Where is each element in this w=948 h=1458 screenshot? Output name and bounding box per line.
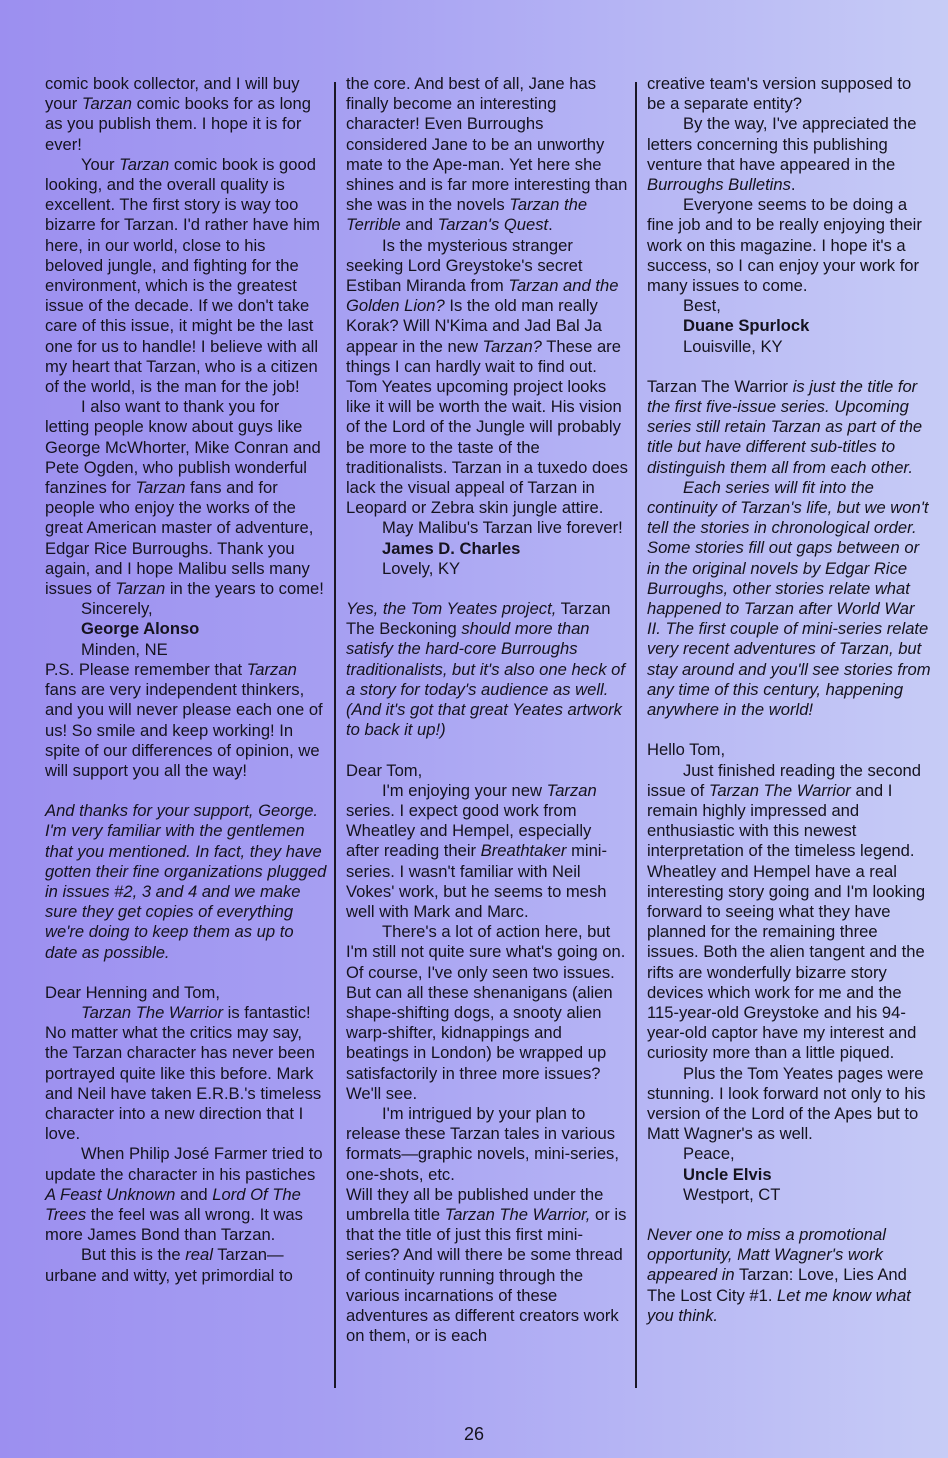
paragraph: Just finished reading the second issue of Tarzan The Warrior and I remain highly impressed and enthusiastic with this newest interpretation of the timeless legend. Wheatley and Hempel have a real interesting story going and I'm looking forward to seeing what they have planned for the remaining three issues. Both the alien tangent and the rifts are wonderfully bizarre story devices which work for me and the 115-year-old Greystoke and his 94-year-old captor have my interest and curiosity more than a little piqued.	[647, 760, 926, 1063]
paragraph: There's a lot of action here, but I'm still not quite sure what's going on. Of course, I've only seen two issues. But can all these shenanigans (alien shape-shifting dogs, a snooty alien warp-shifter, kidnappings and beatings in London) be wrapped up satisfactorily in three more issues? We'll see.	[346, 922, 626, 1103]
paragraph: I also want to thank you for letting people know about guys like George McWhorter, Mike Conran and Pete Ogden, who publish wonderful fanzines for Tarzan fans and for people who enjoy the works of the great American master of adventure, Edgar Rice Burroughs. Thank you again, and I hope Malibu sells many issues of Tarzan in the years to come!	[45, 397, 324, 599]
column-divider	[334, 82, 336, 1388]
letter-signature: Louisville, KY	[683, 336, 783, 356]
column-divider	[635, 82, 637, 1388]
paragraph: By the way, I've appreciated the letters concerning this publishing venture that have appeared in the Burroughs Bulletins.	[647, 114, 917, 195]
paragraph: Tarzan The Warrior is fantastic! No matter what the critics may say, the Tarzan character has never been portrayed quite like this before. Mark and Neil have taken E.R.B.'s timeless character into a new direction that I love.	[45, 1002, 322, 1144]
paragraph: And thanks for your support, George. I'm very familiar with the gentlemen that you mentioned. In fact, they have gotten their fine organizations plugged in issues #2, 3 and 4 and we make sure they get copies of everything we're doing to keep them as up to date as possible.	[45, 801, 327, 962]
paragraph-gap	[647, 1205, 932, 1225]
column-left	[45, 74, 327, 1286]
letter-signature: George Alonso	[81, 619, 200, 639]
paragraph: Never one to miss a promotional opportunity, Matt Wagner's work appeared in Tarzan: Love, Lies And The Lost City #1. Let me know what you think.	[647, 1224, 911, 1325]
paragraph: Dear Tom,	[346, 760, 423, 780]
paragraph: I'm enjoying your new Tarzan series. I expect good work from Wheatley and Hempel, especially after reading their Breathtaker mini-series. I wasn't familiar with Neil Vokes' work, but he seems to mesh well with Mark and Marc.	[346, 780, 608, 921]
letter-signature: Uncle Elvis	[683, 1164, 772, 1184]
column-right	[647, 74, 932, 1326]
paragraph: Is the mysterious stranger seeking Lord Greystoke's secret Estiban Miranda from Tarzan and the Golden Lion? Is the old man really Korak? Will N'Kima and Jad Bal Ja appear in the new Tarzan? These are things I can hardly wait to find out. Tom Yeates upcoming project looks like it will be worth the wait. His vision of the Lord of the Jungle will probably be more to the taste of the traditionalists. Tarzan in a tuxedo does lack the visual appeal of Tarzan in Leopard or Zebra skin jungle attire.	[346, 235, 628, 518]
paragraph-gap	[346, 741, 629, 761]
paragraph: Dear Henning and Tom,	[45, 982, 220, 1002]
paragraph: Hello Tom,	[647, 740, 726, 760]
paragraph: When Philip José Farmer tried to update the character in his pastiches A Feast Unknown and Lord Of The Trees the feel was all wrong. It was more James Bond than Tarzan.	[45, 1144, 323, 1245]
paragraph: I'm intrigued by your plan to release these Tarzan tales in various formats—graphic novels, mini-series, one-shots, etc.	[346, 1103, 619, 1184]
paragraph: Yes, the Tom Yeates project, Tarzan The Beckoning should more than satisfy the hard-core Burroughs traditionalists, but it's also one heck of a story for today's audience as well. (And it's got that great Yeates artwork to back it up!)	[346, 599, 625, 740]
column-middle	[346, 74, 629, 1346]
letter-signature: Peace,	[683, 1144, 735, 1164]
paragraph: creative team's version supposed to be a separate entity?	[647, 74, 912, 114]
letter-signature: Best,	[683, 296, 721, 316]
paragraph: May Malibu's Tarzan live forever!	[382, 518, 623, 538]
paragraph: Everyone seems to be doing a fine job and to be really enjoying their work on this magazine. I hope it's a success, so I can enjoy your work for many issues to come.	[647, 195, 922, 296]
letter-signature: Westport, CT	[683, 1184, 781, 1204]
paragraph: comic book collector, and I will buy your Tarzan comic books for as long as you publish them. I hope it is for ever!	[45, 74, 311, 154]
paragraph: Each series will fit into the continuity of Tarzan's life, but we won't tell the stories in chronological order. Some stories fill out gaps between or in the original novels by Edgar Rice Burroughs, other stories relate what happened to Tarzan after World War II. The first couple of mini-series relate very recent adventures of Tarzan, but stay around and you'll see stories from any time of this century, happening anywhere in the world!	[647, 477, 931, 720]
letter-signature: Sincerely,	[81, 599, 153, 619]
paragraph: Will they all be published under the umbrella title Tarzan The Warrior, or is that the title of just this first mini-series? And will there be some thread of continuity running through the various incarnations of these adventures as different creators work on them, or is each	[346, 1184, 627, 1346]
paragraph-gap	[45, 781, 327, 801]
letter-signature: Duane Spurlock	[683, 316, 810, 336]
paragraph-gap	[647, 720, 932, 740]
paragraph-gap	[647, 357, 932, 377]
paragraph: Tarzan The Warrior is just the title for the first five-issue series. Upcoming series still retain Tarzan as part of the title but have different sub-titles to distinguish them all from each other.	[647, 376, 923, 477]
paragraph: Your Tarzan comic book is good looking, and the overall quality is excellent. The first story is way too bizarre for Tarzan. I'd rather have him here, in our world, close to his beloved jungle, and fighting for the environment, which is the greatest issue of the decade. If we don't take care of this issue, it might be the last one for us to handle! I believe with all my heart that Tarzan, who is a citizen of the world, is the man for the job!	[45, 154, 320, 397]
page-number: 26	[463, 1424, 485, 1444]
paragraph: the core. And best of all, Jane has finally become an interesting character! Even Burroughs considered Jane to be an unworthy mate to the Ape-man. Yet here she shines and is far more interesting than she was in the novels Tarzan the Terrible and Tarzan's Quest.	[346, 74, 628, 235]
paragraph: P.S. Please remember that Tarzan fans are very independent thinkers, and you will never please each one of us! So smile and keep working! In spite of our differences of opinion, we will support you all the way!	[45, 659, 323, 780]
letter-signature: Lovely, KY	[382, 558, 461, 578]
letter-signature: James D. Charles	[382, 538, 521, 558]
paragraph-gap	[346, 579, 629, 599]
paragraph-gap	[45, 963, 327, 983]
paragraph: But this is the real Tarzan—urbane and witty, yet primordial to	[45, 1245, 293, 1285]
letter-signature: Minden, NE	[81, 639, 168, 659]
paragraph: Plus the Tom Yeates pages were stunning. I look forward not only to his version of the Lord of the Apes but to Matt Wagner's as well.	[647, 1063, 926, 1144]
